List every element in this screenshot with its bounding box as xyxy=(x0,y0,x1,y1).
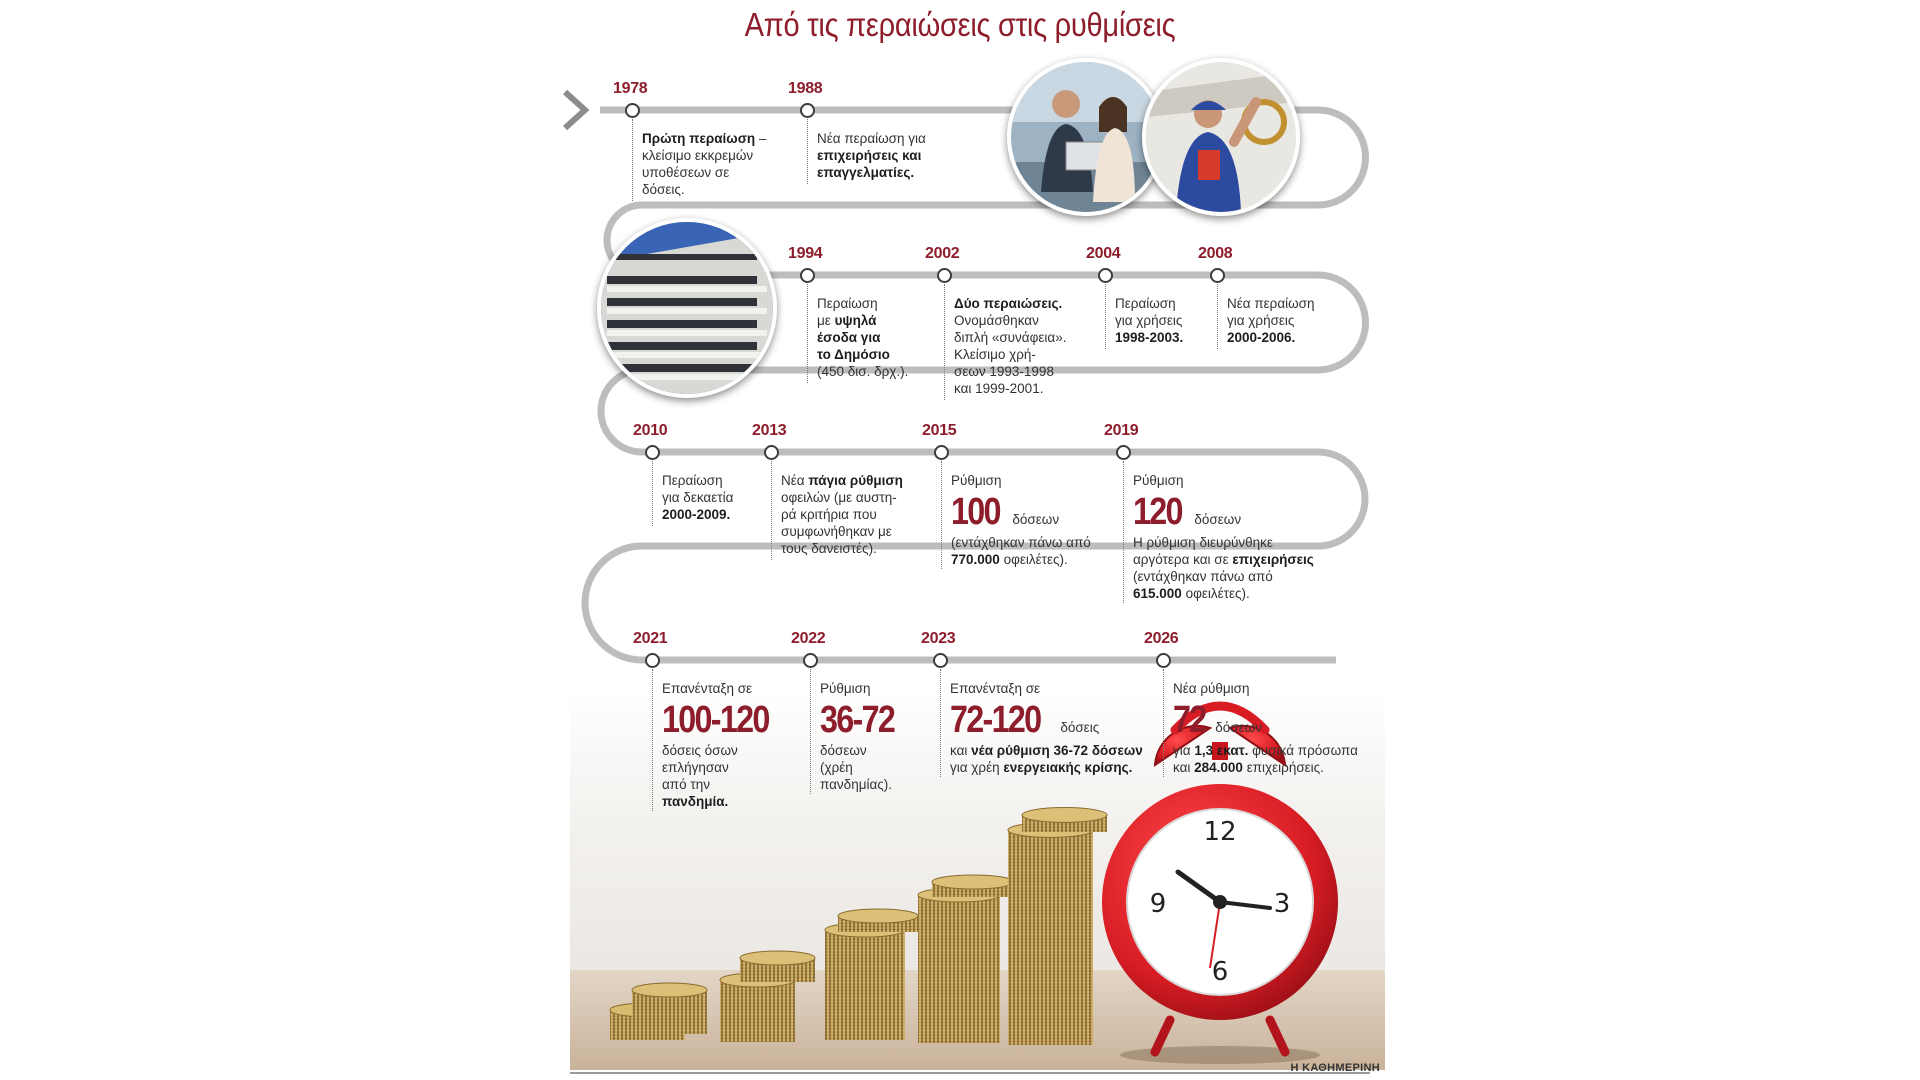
event-2022-line: πανδημίας). xyxy=(820,777,893,792)
event-2015-label: Ρύθμιση xyxy=(951,473,1002,488)
event-2013-line: Νέα πάγια ρύθμιση xyxy=(781,473,903,488)
event-2002-line: Δύο περαιώσεις. xyxy=(954,296,1063,311)
event-1988-line: Νέα περαίωση για xyxy=(817,131,926,146)
event-2013-line: τους δανειστές). xyxy=(781,541,877,556)
event-2021-description xyxy=(662,680,787,810)
event-2004-line: για χρήσεις xyxy=(1115,313,1183,328)
event-2010-connector xyxy=(652,461,653,526)
event-1978-line: Πρώτη περαίωση – xyxy=(642,131,767,146)
event-1988-description xyxy=(817,130,926,181)
event-2022-value: 36-72 xyxy=(820,699,895,741)
event-2023-connector xyxy=(940,669,941,777)
event-2008-line: Νέα περαίωση xyxy=(1227,296,1315,311)
event-1988-connector xyxy=(807,119,808,184)
event-2019-unit: δόσεων xyxy=(1194,512,1242,527)
event-2015-description xyxy=(951,472,1091,568)
event-2023-line: για χρέη ενεργειακής κρίσης. xyxy=(950,760,1133,775)
event-2026-description xyxy=(1173,680,1358,776)
source-credit: Η ΚΑΘΗΜΕΡΙΝΗ xyxy=(1290,1062,1380,1074)
event-1994-marker xyxy=(800,268,815,283)
event-1978-line: κλείσιμο εκκρεμών xyxy=(642,148,754,163)
event-2022-year: 2022 xyxy=(791,630,826,647)
event-1978-line: δόσεις. xyxy=(642,182,685,197)
bottom-rule xyxy=(570,1072,1370,1074)
event-2021-marker xyxy=(645,653,660,668)
event-2021-year: 2021 xyxy=(633,630,668,647)
event-2026-line: για 1,3 εκατ. φυσικά πρόσωπα xyxy=(1173,743,1358,758)
event-1994-line: το Δημόσιο xyxy=(817,347,890,362)
event-2013-marker xyxy=(764,445,779,460)
event-1978-line: υποθέσεων σε xyxy=(642,165,730,180)
event-2010-line: Περαίωση xyxy=(662,473,723,488)
event-2002-line: σεων 1993-1998 xyxy=(954,364,1054,379)
event-2013-line: ρά κριτήρια που xyxy=(781,507,877,522)
event-2015-line: (εντάχθηκαν πάνω από xyxy=(951,535,1091,550)
event-2026-year: 2026 xyxy=(1144,630,1179,647)
event-2008-line: για χρήσεις xyxy=(1227,313,1295,328)
photo-technician xyxy=(1142,58,1300,216)
event-2023-line: και νέα ρύθμιση 36-72 δόσεων xyxy=(950,743,1143,758)
event-2004-line: 1998-2003. xyxy=(1115,330,1184,345)
event-2008-description xyxy=(1227,295,1315,346)
event-2022-label: Ρύθμιση xyxy=(820,681,871,696)
event-2019-connector xyxy=(1123,461,1124,603)
event-2021-label: Επανένταξη σε xyxy=(662,681,753,696)
event-2019-year: 2019 xyxy=(1104,422,1139,439)
event-2008-line: 2000-2006. xyxy=(1227,330,1296,345)
event-2008-connector xyxy=(1217,284,1218,349)
event-2021-connector xyxy=(652,669,653,811)
event-2019-description xyxy=(1133,472,1314,602)
svg-text:3: 3 xyxy=(1273,889,1291,919)
event-2026-label: Νέα ρύθμιση xyxy=(1173,681,1250,696)
event-2004-line: Περαίωση xyxy=(1115,296,1176,311)
event-1988-line: επιχειρήσεις και xyxy=(817,148,922,163)
event-2002-line: Ονομάσθηκαν xyxy=(954,313,1039,328)
event-2022-figure xyxy=(820,699,907,741)
event-1988-line: επαγγελματίες. xyxy=(817,165,915,180)
event-2002-line: και 1999-2001. xyxy=(954,381,1044,396)
event-2015-connector xyxy=(941,461,942,569)
event-2015-year: 2015 xyxy=(922,422,957,439)
event-2010-marker xyxy=(645,445,660,460)
event-2008-year: 2008 xyxy=(1198,245,1233,262)
event-2026-figure xyxy=(1173,699,1358,741)
event-2004-connector xyxy=(1105,284,1106,349)
event-2019-line: αργότερα και σε επιχειρήσεις xyxy=(1133,552,1314,567)
event-2023-year: 2023 xyxy=(921,630,956,647)
event-2013-line: συμφωνήθηκαν με xyxy=(781,524,892,539)
event-2002-connector xyxy=(944,284,945,400)
event-1994-line: Περαίωση xyxy=(817,296,878,311)
event-2022-description xyxy=(820,680,907,793)
event-2026-marker xyxy=(1156,653,1171,668)
event-1994-line: έσοδα για xyxy=(817,330,881,345)
event-2019-marker xyxy=(1116,445,1131,460)
event-1994-description xyxy=(817,295,908,380)
event-2023-label: Επανένταξη σε xyxy=(950,681,1041,696)
event-2026-value: 72 xyxy=(1173,699,1206,741)
svg-text:9: 9 xyxy=(1149,889,1167,919)
event-2015-unit: δόσεων xyxy=(1012,512,1060,527)
event-1978-connector xyxy=(632,119,633,201)
event-2010-year: 2010 xyxy=(633,422,668,439)
event-2021-figure xyxy=(662,699,787,741)
event-2019-value: 120 xyxy=(1133,491,1182,533)
event-1988-marker xyxy=(800,103,815,118)
event-2002-marker xyxy=(937,268,952,283)
event-1978-description xyxy=(642,130,766,198)
event-2023-marker xyxy=(933,653,948,668)
event-2010-line: για δεκαετία xyxy=(662,490,734,505)
event-1978-marker xyxy=(625,103,640,118)
page-title: Από τις περαιώσεις στις ρυθμίσεις xyxy=(744,6,1176,43)
event-2021-line: δόσεις όσων xyxy=(662,743,738,758)
event-2022-connector xyxy=(810,669,811,794)
event-2008-marker xyxy=(1210,268,1225,283)
event-2019-figure xyxy=(1133,491,1314,533)
event-2004-year: 2004 xyxy=(1086,245,1121,262)
event-2013-description xyxy=(781,472,903,557)
event-2019-line: Η ρύθμιση διευρύνθηκε xyxy=(1133,535,1273,550)
chevron-right-icon xyxy=(565,92,585,128)
event-2019-line: 615.000 οφειλέτες). xyxy=(1133,586,1250,601)
event-2023-description xyxy=(950,680,1143,776)
event-2023-value: 72-120 xyxy=(950,699,1041,741)
event-2013-connector xyxy=(771,461,772,560)
event-2002-year: 2002 xyxy=(925,245,960,262)
event-2002-description xyxy=(954,295,1066,397)
event-2015-figure xyxy=(951,491,1091,533)
event-2015-marker xyxy=(934,445,949,460)
event-2021-value: 100-120 xyxy=(662,699,769,741)
event-1994-year: 1994 xyxy=(788,245,823,262)
event-2026-connector xyxy=(1163,669,1164,777)
event-1978-year: 1978 xyxy=(613,80,648,97)
event-2013-line: οφειλών (με αυστη- xyxy=(781,490,897,505)
event-2023-unit: δόσεις xyxy=(1060,720,1100,735)
event-2026-unit: δόσεων xyxy=(1215,720,1262,735)
event-1994-connector xyxy=(807,284,808,383)
event-2022-line: (χρέη xyxy=(820,760,853,775)
event-2004-description xyxy=(1115,295,1183,346)
event-2021-line: από την xyxy=(662,777,710,792)
event-2013-year: 2013 xyxy=(752,422,787,439)
event-1994-line: με υψηλά xyxy=(817,313,877,328)
event-2004-marker xyxy=(1098,268,1113,283)
event-2022-marker xyxy=(803,653,818,668)
svg-text:12: 12 xyxy=(1203,817,1237,847)
event-2019-label: Ρύθμιση xyxy=(1133,473,1184,488)
event-2002-line: διπλή «συνάφεια». xyxy=(954,330,1067,345)
photo-ministry-building xyxy=(597,218,777,398)
svg-text:6: 6 xyxy=(1211,957,1229,987)
event-2010-description xyxy=(662,472,733,523)
event-1988-year: 1988 xyxy=(788,80,823,97)
event-2015-value: 100 xyxy=(951,491,1000,533)
event-2021-line: επλήγησαν xyxy=(662,760,729,775)
event-2015-line: 770.000 οφειλέτες). xyxy=(951,552,1068,567)
event-2002-line: Κλείσιμο χρή- xyxy=(954,347,1036,362)
event-2022-line: δόσεων xyxy=(820,743,867,758)
event-2023-figure xyxy=(950,699,1143,741)
event-2019-line: (εντάχθηκαν πάνω από xyxy=(1133,569,1273,584)
event-1994-line: (450 δισ. δρχ.). xyxy=(817,364,909,379)
event-2026-line: και 284.000 επιχειρήσεις. xyxy=(1173,760,1324,775)
event-2021-line: πανδημία. xyxy=(662,794,729,809)
event-2010-line: 2000-2009. xyxy=(662,507,731,522)
